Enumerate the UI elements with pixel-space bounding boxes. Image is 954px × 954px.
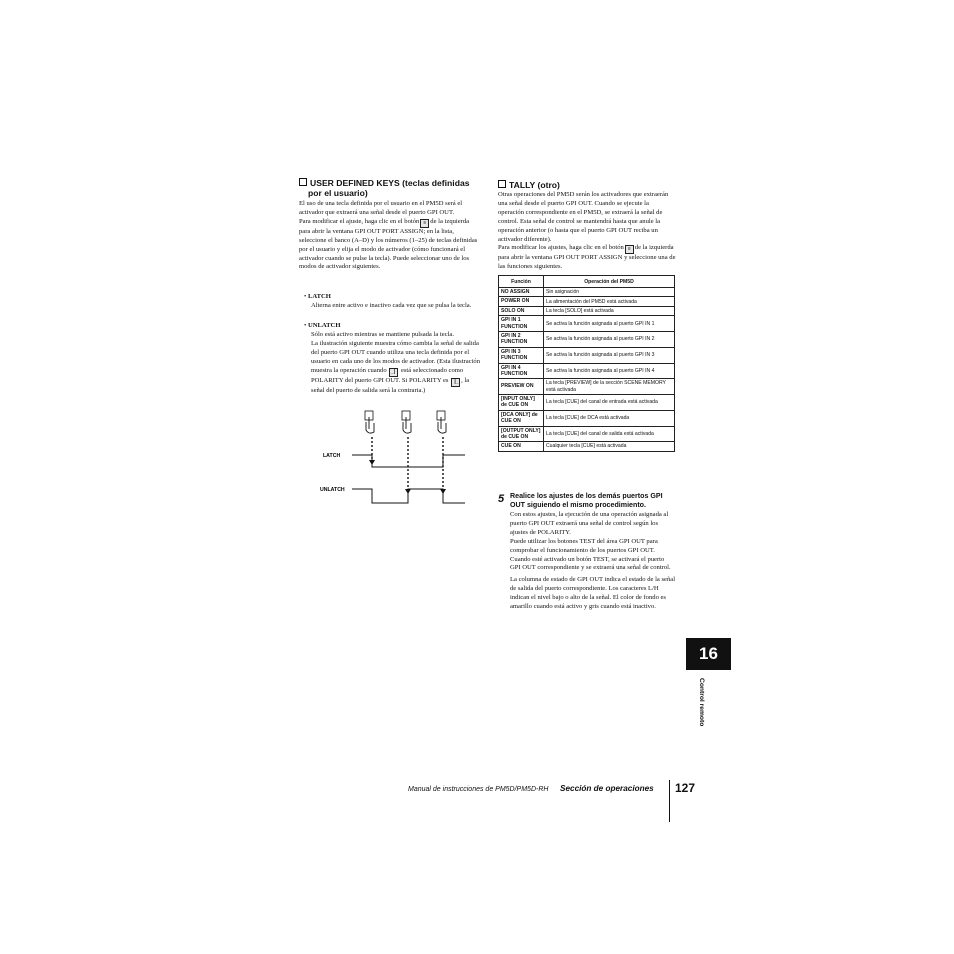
operation-cell: La tecla [CUE] del canal de entrada está activada [544,394,675,410]
operation-cell: Se activa la función asignada al puerto GPI IN 1 [544,316,675,332]
step-title: Realice los ajustes de los demás puertos GPI OUT siguiendo el mismo procedimiento. [510,492,663,509]
page-number: 127 [675,781,696,795]
step-number: 5 [498,493,505,505]
step-paragraph-1: Con estos ajustes, la ejecución de una operación asignada al puerto GPI OUT extraerá una señal de control según los ajustes de POLARITY. [510,511,669,536]
table-row [499,297,675,306]
table-row [499,347,675,363]
footer-section-title: Sección de operaciones [560,784,654,793]
user-keys-paragraph-2: Para modificar el ajuste, haga clic en el botón ≡ de la izquierda para abrir la ventana GPI OUT PORT ASSIGN; en la lista, seleccione el banco (A–D) y los números (1–25) de teclas definidas por el usuario y elija el modo de activador (cómo funcionará el activador cuando se pulse la tecla). Puede seleccionar uno de los modos de activador siguientes. [299,217,478,271]
function-cell: GPI IN 4 FUNCTION [499,363,544,379]
function-cell: GPI IN 3 FUNCTION [499,347,544,363]
chapter-tab: 16 [686,638,731,670]
step-5 [498,492,676,612]
operation-cell: La alimentación del PM5D está activada [544,297,675,306]
user-keys-intro [299,200,479,272]
gpi-assign-button-icon: ≡ [420,219,429,228]
latch-bullet: • LATCH Alterna entre activo e inactivo cada vez que se pulsa la tecla. [304,293,472,309]
function-cell: PREVIEW ON [499,379,544,394]
footer-divider [669,780,670,822]
operation-cell: La tecla [SOLO] está activada [544,306,675,315]
user-keys-paragraph-1: El uso de una tecla definida por el usuario en el PM5D será el activador que extraerá una señal desde el puerto GPI OUT. [299,200,463,216]
step-paragraph-2: Puede utilizar los botones TEST del área GPI OUT para comprobar el funcionamiento de los puertos GPI OUT. Cuando esté activado un botón TEST, se activará el puerto GPI OUT correspondiente y se extraerá una señal de control. [510,537,671,572]
hand-press-icon-3 [437,411,446,433]
section-heading-user-defined-keys: USER DEFINED KEYS (teclas definidas por el usuario) [299,178,484,198]
function-cell: [INPUT ONLY] de CUE ON [499,394,544,410]
tally-paragraph-1: Otras operaciones del PM5D serán los activadores que extraerán una señal desde el puerto GPI OUT. Cuando se ejecute la operación correspondiente en el PM5D, se extraerá la señal de control. Esta señal de control se mantendrá hasta que anule la operación anterior (o hasta que el puerto GPI OUT reciba un activador diferente). [498,191,669,243]
section-heading-tally: TALLY (otro) [498,180,678,190]
tally-intro [498,191,676,272]
hand-press-icon-1 [365,411,374,433]
operation-cell: Se activa la función asignada al puerto GPI IN 3 [544,347,675,363]
table-header-function: Función [499,276,544,288]
operation-cell: La tecla [CUE] de DCA está activada [544,410,675,426]
footer-manual-title: Manual de instrucciones de PM5D/PM5D-RH [408,786,549,793]
operation-cell: La tecla [CUE] del canal de salida está activada [544,426,675,442]
timing-diagram [300,405,480,510]
function-cell: CUE ON [499,442,544,451]
checkbox-square-icon [299,178,307,186]
table-row [499,316,675,332]
function-cell: GPI IN 2 FUNCTION [499,332,544,348]
polarity-active-high-icon: _|‾ [390,368,397,375]
operation-cell: Cualquier tecla [CUE] está activada [544,442,675,451]
table-row [499,442,675,451]
chapter-side-label: Control remoto [698,678,705,727]
unlatch-label: UNLATCH [320,487,345,493]
function-cell: [OUTPUT ONLY] de CUE ON [499,426,544,442]
table-row [499,379,675,394]
table-row [499,363,675,379]
table-row [499,410,675,426]
table-row [499,288,675,297]
operation-cell: Se activa la función asignada al puerto GPI IN 2 [544,332,675,348]
table-header-operation: Operación del PM5D [544,276,675,288]
function-cell: [DCA ONLY] de CUE ON [499,410,544,426]
function-cell: GPI IN 1 FUNCTION [499,316,544,332]
table-row [499,394,675,410]
hand-press-icon-2 [402,411,411,433]
function-cell: NO ASSIGN [499,288,544,297]
latch-label: LATCH [323,453,341,459]
checkbox-square-icon [498,180,506,188]
table-header-row [499,276,675,288]
table-row [499,306,675,315]
step-paragraph-3: La columna de estado de GPI OUT indica el estado de la señal de salida del puerto correspondiente. Los caracteres L/H indican el nivel bajo o alto de la señal. El color de fondo es amarillo cuando está activo y gris cuando está inactivo. [510,576,676,611]
tally-function-table [498,275,675,452]
operation-cell: Sin asignación [544,288,675,297]
polarity-active-low-icon: ‾|_ [452,378,459,385]
table-row [499,426,675,442]
function-cell: SOLO ON [499,306,544,315]
unlatch-bullet: • UNLATCH Sólo está activo mientras se mantiene pulsada la tecla. La ilustración siguiente muestra cómo cambia la señal de salida del puerto GPI OUT cuando utiliza una tecla definida por el usuario en cada uno de los modos de activador. (Esta ilustración muestra la operación cuando _|‾ está seleccionado como POLARITY del puerto GPI OUT. Si POLARITY es ‾|_ , la señal del puerto de salida será la contraria.) [304,322,481,394]
tally-paragraph-2: Para modificar los ajustes, haga clic en el botón ≡ de la izquierda para abrir la ventana GPI OUT PORT ASSIGN y seleccione una de las funciones siguientes. [498,244,676,271]
table-row [499,332,675,348]
gpi-assign-button-icon: ≡ [625,245,634,254]
function-cell: POWER ON [499,297,544,306]
operation-cell: La tecla [PREVIEW] de la sección SCENE MEMORY está activada [544,379,675,394]
operation-cell: Se activa la función asignada al puerto GPI IN 4 [544,363,675,379]
